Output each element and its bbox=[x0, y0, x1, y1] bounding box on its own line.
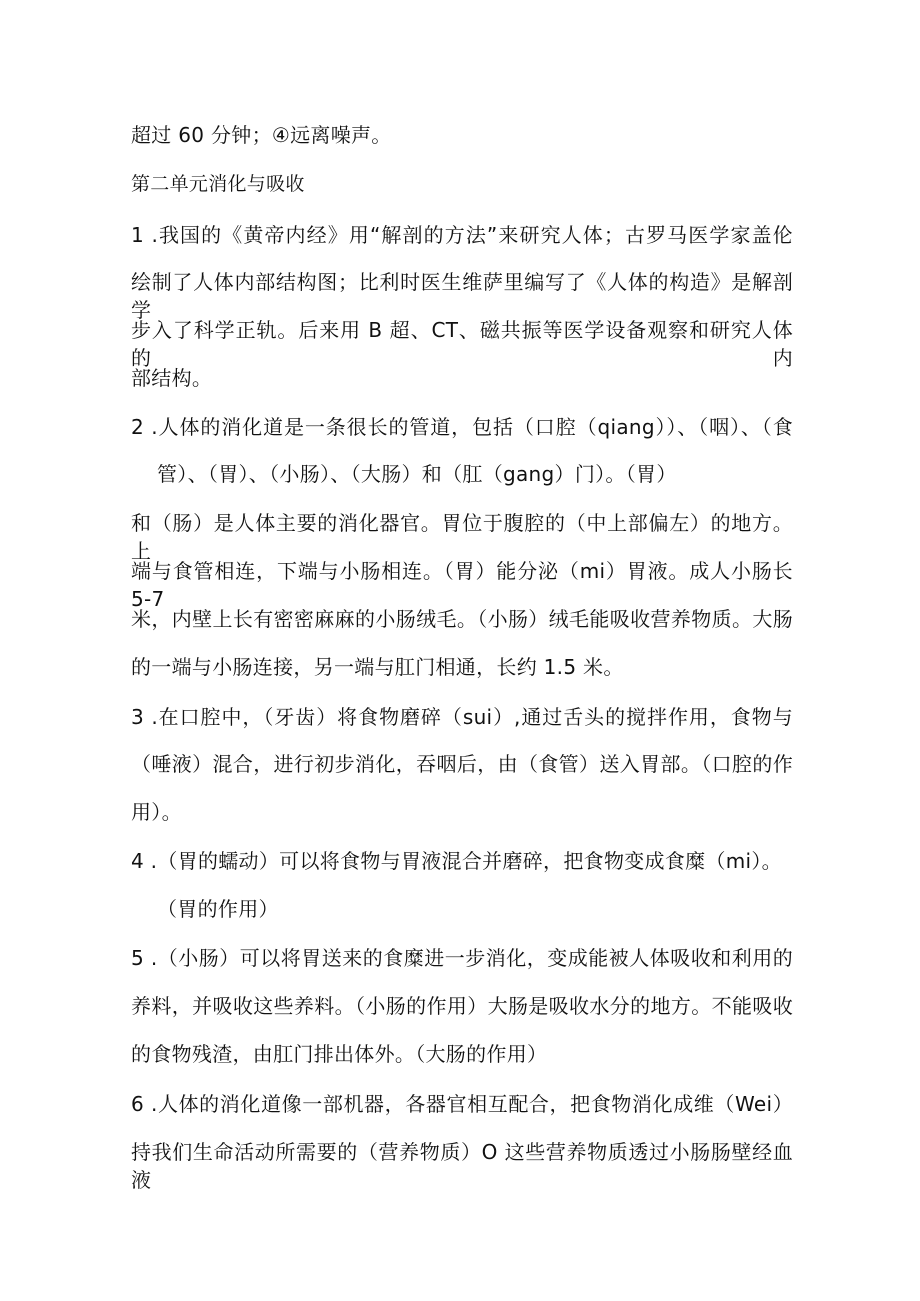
item-5-line-1: 5 .（小肠）可以将胃送来的食糜进一步消化，变成能被人体吸收和利用的 bbox=[131, 946, 793, 970]
item-4-line-2: （胃的作用） bbox=[157, 897, 279, 921]
item-6-line-2: 持我们生命活动所需要的（营养物质）O 这些营养物质透过小肠肠壁经血液 bbox=[131, 1140, 793, 1192]
item-1-line-2: 绘制了人体内部结构图；比利时医生维萨里编写了《人体的构造》是解剖学 bbox=[131, 270, 793, 322]
item-3-line-3: 用）。 bbox=[131, 800, 182, 824]
item-3-line-2: （唾液）混合，进行初步消化，吞咽后，由（食管）送入胃部。（口腔的作 bbox=[131, 752, 793, 776]
item-2-line-5: 米，内壁上长有密密麻麻的小肠绒毛。（小肠）绒毛能吸收营养物质。大肠 bbox=[131, 607, 793, 631]
item-5-line-3: 的食物残渣，由肛门排出体外。（大肠的作用） bbox=[131, 1042, 548, 1066]
item-1-line-1: 1 .我国的《黄帝内经》用“解剖的方法”来研究人体；古罗马医学家盖伦 bbox=[131, 223, 793, 247]
item-4-line-1: 4 .（胃的蠕动）可以将食物与胃液混合并磨碎，把食物变成食糜（mi）。 bbox=[131, 849, 782, 873]
item-1-line-4: 部结构。 bbox=[131, 366, 213, 390]
item-6-line-1: 6 .人体的消化道像一部机器，各器官相互配合，把食物消化成维（Wei） bbox=[131, 1092, 793, 1116]
item-1-line-3: 步入了科学正轨。后来用 B 超、CT、磁共振等医学设备观察和研究人体的内 bbox=[131, 318, 793, 370]
item-3-line-1: 3 .在口腔中，（牙齿）将食物磨碎（sui）,通过舌头的搅拌作用，食物与 bbox=[131, 705, 793, 729]
item-2-line-2: 管）、（胃）、（小肠）、（大肠）和（肛（gang）门）。（胃） bbox=[157, 462, 677, 486]
item-2-line-1: 2 .人体的消化道是一条很长的管道，包括（口腔（qiang））、（咽）、（食 bbox=[131, 415, 793, 439]
item-5-line-2: 养料，并吸收这些养料。（小肠的作用）大肠是吸收水分的地方。不能吸收 bbox=[131, 994, 793, 1018]
intro-line: 超过 60 分钟；④远离噪声。 bbox=[131, 123, 392, 147]
section-title: 第二单元消化与吸收 bbox=[131, 173, 305, 195]
item-2-line-4: 端与食管相连，下端与小肠相连。（胃）能分泌（mi）胃液。成人小肠长 5-7 bbox=[131, 559, 793, 611]
item-2-line-6: 的一端与小肠连接，另一端与肛门相通，长约 1.5 米。 bbox=[131, 655, 624, 679]
item-2-line-3: 和（肠）是人体主要的消化器官。胃位于腹腔的（中上部偏左）的地方。上 bbox=[131, 511, 793, 563]
